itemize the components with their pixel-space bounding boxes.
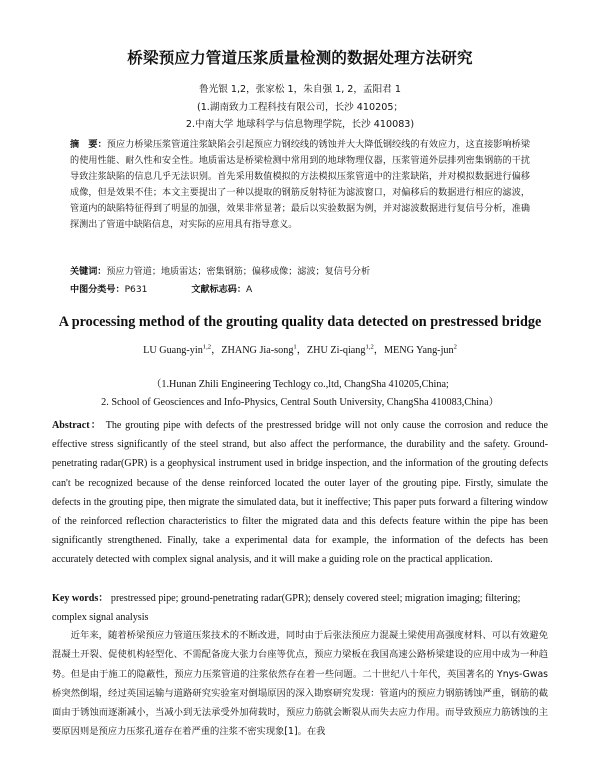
english-authors: LU Guang-yin$^{1,2}$，ZHANG Jia-song$^1$，ZHU Zi-qiang$^{1,2}$，MENG Yang-jun$^2$ xyxy=(143,343,457,356)
english-abstract-label: Abstract： xyxy=(52,420,103,431)
english-keywords-text: prestressed pipe; ground-penetrating radar(GPR); densely covered steel; migration imaging; filtering; complex signal analysis xyxy=(52,593,521,624)
classification-label: 中图分类号： xyxy=(70,285,125,295)
english-keywords-label: Key words： xyxy=(52,593,109,604)
chinese-abstract-label: 摘 要： xyxy=(70,140,107,150)
english-abstract-text: The grouting pipe with defects of the prestressed bridge will not only cause the corrosion and reduce the effective stress significantly of the steel strand, but also affect the performance, the durability and the safety. Ground-penetrating radar(GPR) is a geophysical instrument used in bridge inspection, and the information of the grouting defects can't be recognized because of the dense reinforced located the outer layer of the grouting pipe. Firstly, simulate the defects in the grouting pipe, then migrate the simulated data, but it ineffective; This paper puts forward a filtering window of the reinforced reflection characteristics to filter the migrated data and this defects feature within the pipe has been significantly strengthened. Finally, take a experimental data for example, the information of the defects has been accurately detected with complex signal analysis, and it will make a guiding role on the practical application. xyxy=(52,420,548,566)
chinese-keywords-text: 预应力管道；地质雷达；密集钢筋；偏移成像；滤波；复信号分析 xyxy=(106,267,371,277)
document-code-value: A xyxy=(246,285,253,295)
chinese-abstract xyxy=(70,137,530,234)
chinese-title: 桥梁预应力管道压浆质量检测的数据处理方法研究 xyxy=(127,49,473,67)
english-affiliation-1: （1.Hunan Zhili Engineering Techlogy co.,ltd, ChangSha 410205,China; xyxy=(151,379,449,390)
english-affiliations xyxy=(0,376,600,411)
english-affiliation-2: 2. School of Geosciences and Info-Physics, Central South University, ChangSha 410083,China） xyxy=(101,396,499,408)
english-title: A processing method of the grouting quality data detected on prestressed bridge xyxy=(58,314,542,330)
chinese-keywords xyxy=(70,264,530,277)
chinese-affiliations xyxy=(0,100,600,133)
chinese-abstract-text: 预应力桥梁压浆管道注浆缺陷会引起预应力钢绞线的锈蚀并大大降低钢绞线的有效应力，这直接影响桥梁的使用性能、耐久性和安全性。地质雷达是桥梁检测中常用到的地球物理仪器，压浆管道外层排列密集钢筋的干扰导致注浆缺陷的信息几乎无法识别。首先采用数值模拟的方法模拟压浆管道中的注浆缺陷，并对模拟数据进行偏移成像，但是效果不佳；本文主要提出了一种以提取的钢筋反射特征为滤波窗口，对偏移后的数据进行相应的滤波，管道内的缺陷特征得到了明显的加强，效果非常显著；最后以实验数据为例，并对滤波数据进行复信号分析，准确探测出了管道中缺陷信息，对实际的应用具有指导意义。 xyxy=(70,140,530,231)
introduction-paragraph: 近年来，随着桥梁预应力管道压浆技术的不断改进，同时由于后张法预应力混凝土梁使用高强度材料、可以有效避免混凝土开裂、促使机构轻型化、不需配备庞大张力台座等优点，预应力梁板在我国高速公路桥梁建设的应用中成为一种趋势。但是由于施工的隐蔽性，预应力压浆管道的注浆依然存在着一些问题。二十世纪八十年代，英国著名的 Ynys-Gwas 桥突然倒塌，经过英国运输与道路研究实验室对倒塌原因的深入勘察研究发现：管道内的预应力钢筋锈蚀严重，钢筋的截面由于锈蚀而逐渐减小，当减小到无法承受外加荷载时，预应力筋就会断裂从而失去应力作用。而导致预应力筋锈蚀的主要原因则是预应力压浆孔道存在着严重的注浆不密实现象[1]。在我 xyxy=(52,630,548,738)
classification-value: P631 xyxy=(124,285,148,295)
chinese-keywords-label: 关键词： xyxy=(70,267,107,277)
chinese-authors: 鲁光银 1,2，张家松 1，朱自强 1, 2，孟阳君 1 xyxy=(199,84,401,95)
chinese-affiliation-2: 2.中南大学 地球科学与信息物理学院，长沙 410083) xyxy=(185,118,415,130)
english-keywords xyxy=(52,589,548,627)
chinese-affiliation-1: (1.湖南致力工程科技有限公司，长沙 410205； xyxy=(196,102,404,113)
english-abstract xyxy=(52,416,548,570)
document-code-label: 文献标志码： xyxy=(191,285,246,295)
chinese-classification xyxy=(70,282,530,295)
